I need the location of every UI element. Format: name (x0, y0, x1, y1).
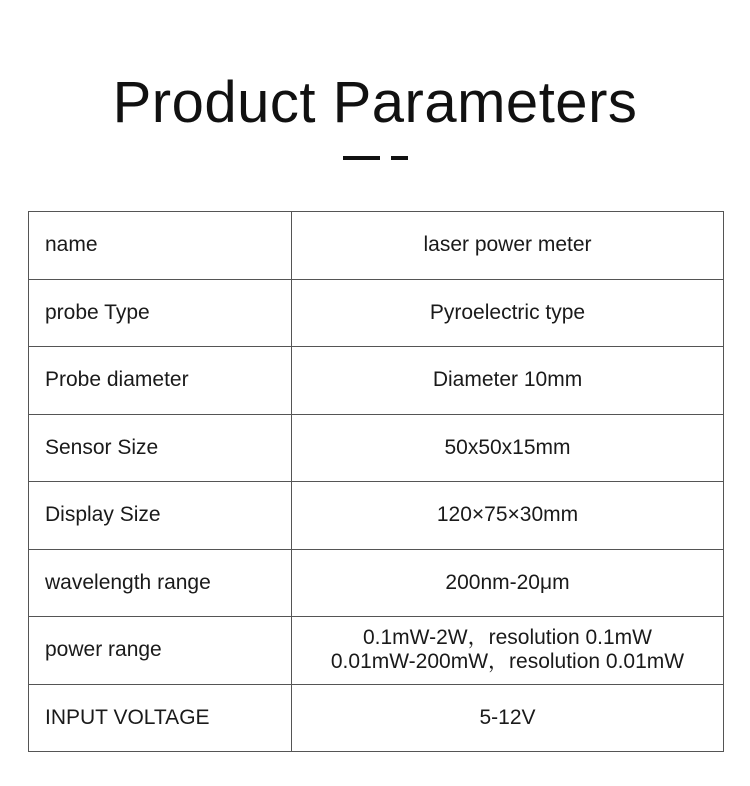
page-title: Product Parameters (112, 70, 638, 135)
param-label: INPUT VOLTAGE (29, 684, 292, 752)
table-row (29, 684, 724, 752)
param-value-line: 200nm-20μm (445, 570, 570, 594)
param-value (292, 617, 724, 685)
param-label: Sensor Size (29, 414, 292, 482)
param-value-line: Pyroelectric type (429, 300, 586, 324)
title-underline-short (391, 156, 408, 160)
param-label: probe Type (29, 279, 292, 347)
param-value (292, 549, 724, 617)
param-value-line: laser power meter (423, 233, 592, 257)
param-value-line: 5-12V (479, 705, 536, 729)
param-value (292, 212, 724, 280)
param-value (292, 414, 724, 482)
table-row (29, 347, 724, 415)
table-row (29, 212, 724, 280)
param-value-line: 120×75×30mm (436, 503, 579, 527)
param-value-line: 0.01mW-200mW，resolution 0.01mW (330, 650, 685, 674)
param-value-line: Diameter 10mm (432, 368, 583, 392)
param-label: Probe diameter (29, 347, 292, 415)
param-label: power range (29, 617, 292, 685)
table-row (29, 482, 724, 550)
param-label: name (29, 212, 292, 280)
param-label: wavelength range (29, 549, 292, 617)
table-row (29, 414, 724, 482)
table-row (29, 617, 724, 685)
parameters-table (28, 211, 724, 752)
title-underline-long (343, 156, 380, 160)
table-row (29, 549, 724, 617)
param-value (292, 347, 724, 415)
param-value (292, 482, 724, 550)
param-value (292, 279, 724, 347)
param-value-line: 0.1mW-2W，resolution 0.1mW (362, 626, 653, 650)
param-value (292, 684, 724, 752)
param-value-line: 50x50x15mm (444, 435, 571, 459)
table-row (29, 279, 724, 347)
param-label: Display Size (29, 482, 292, 550)
